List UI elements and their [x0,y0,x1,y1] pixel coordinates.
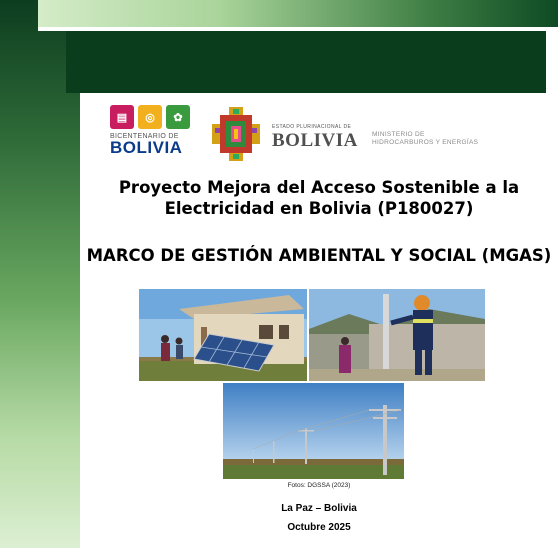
power-line-landscape-photo [223,383,404,479]
estado-plurinacional-logo [212,107,362,163]
bicentenario-mark-icon: ▤ [110,105,134,129]
solar-panel-house-photo [139,289,307,381]
bicentenario-icons [110,105,198,129]
publication-date: Octubre 2025 [287,522,351,533]
bicentenario-bolivia: BOLIVIA [110,138,183,157]
ministerio-line-2: HIDROCARBUROS Y ENERGÍAS [372,139,479,146]
document-subtitle: MARCO DE GESTIÓN AMBIENTAL Y SOCIAL (MGAS) [86,246,552,265]
photo-credit: Fotos: DGSSA (2023) [287,482,351,489]
document-title: Proyecto Mejora del Acceso Sostenible a la Electricidad en Bolivia (P180027) [118,178,520,218]
technician-pole-photo [309,289,485,381]
estado-bolivia: BOLIVIA [272,130,358,151]
flower-icon: ✿ [166,105,190,129]
bicentenario-label: BICENTENARIO DE [110,133,179,140]
sun-spiral-icon: ◎ [138,105,162,129]
top-decorative-band [38,0,558,27]
ministerio-logo [372,131,478,147]
estado-label: ESTADO PLURINACIONAL DE [272,124,352,130]
header-bar [66,31,546,93]
bicentenario-logo [110,105,198,165]
cover-content [80,93,558,548]
city-location: La Paz – Bolivia [281,503,357,514]
ministerio-line-1: MINISTERIO DE [372,131,425,138]
chakana-emblem-icon [212,107,260,161]
